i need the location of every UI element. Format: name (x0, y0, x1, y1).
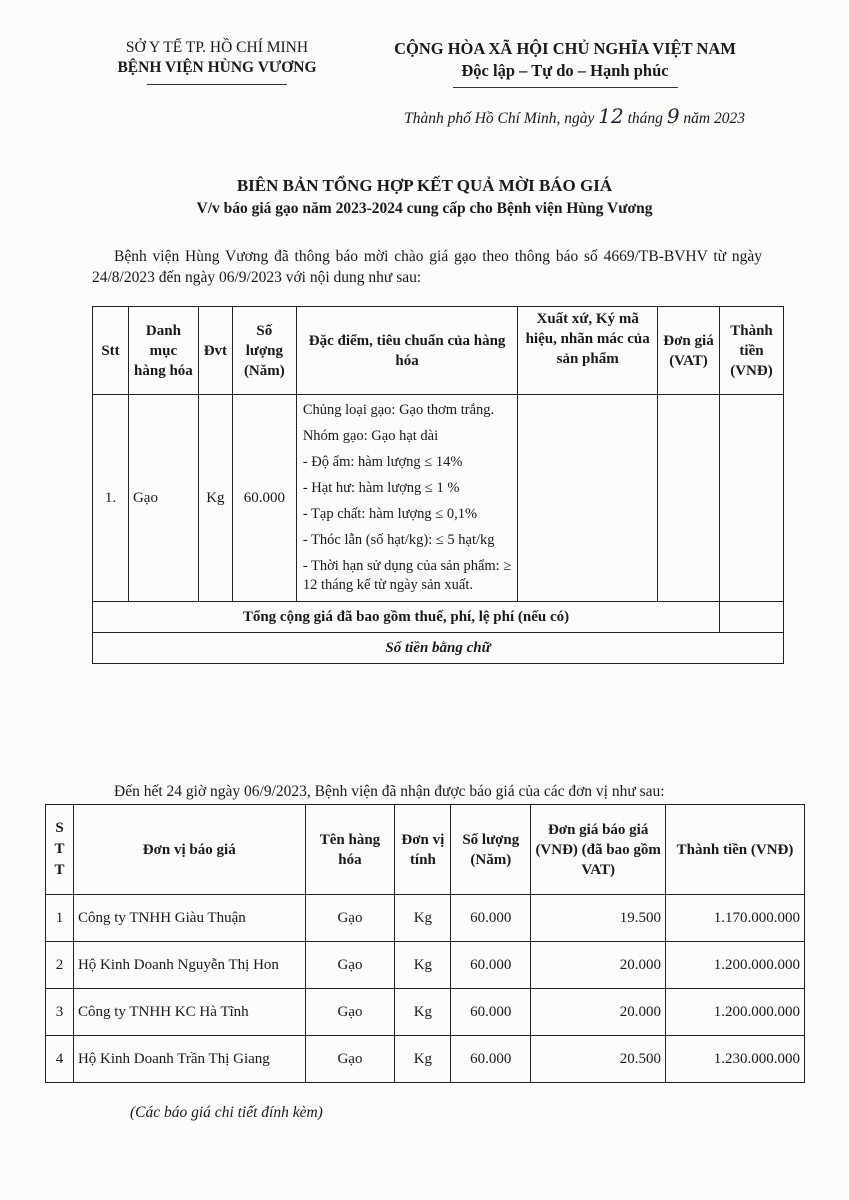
spec-line: Nhóm gạo: Gạo hạt dài (302, 428, 439, 444)
row-total (719, 395, 783, 602)
table-row (46, 1036, 805, 1083)
spec-line: - Thời hạn sử dụng của sản phẩm: ≥ 12 tháng kể từ ngày sản xuất. (302, 558, 512, 593)
row-item: Gạo (305, 1036, 395, 1083)
row-qty: 60.000 (451, 1036, 531, 1083)
row-vendor: Công ty TNHH KC Hà Tĩnh (73, 989, 305, 1036)
date-month: 9 (666, 104, 680, 128)
col-item: Danh mục hàng hóa (128, 307, 198, 395)
col-unit: Đơn vị tính (395, 805, 451, 895)
col-item: Tên hàng hóa (305, 805, 395, 895)
col-stt-label: S T T (54, 820, 65, 878)
row-total: 1.200.000.000 (666, 942, 805, 989)
document-subtitle: V/v báo giá gạo năm 2023-2024 cung cấp cho Bệnh viện Hùng Vương (196, 200, 653, 217)
document-title: BIÊN BẢN TỔNG HỢP KẾT QUẢ MỜI BÁO GIÁ (236, 176, 613, 195)
row-item: Gạo (305, 989, 395, 1036)
issuer-underline (147, 84, 287, 85)
country-name: CỘNG HÒA XÃ HỘI CHỦ NGHĨA VIỆT NAM (394, 39, 736, 58)
row-qty: 60.000 (451, 895, 531, 942)
table-row (46, 942, 805, 989)
received-paragraph: Đến hết 24 giờ ngày 06/9/2023, Bệnh viện đã nhận được báo giá của các đơn vị như sau: (114, 783, 665, 800)
spec-line: - Hạt hư: hàm lượng ≤ 1 % (302, 480, 460, 496)
row-vendor: Hộ Kinh Doanh Trần Thị Giang (73, 1036, 305, 1083)
sum-label: Tổng cộng giá đã bao gồm thuế, phí, lệ phí (nếu có) (93, 602, 720, 633)
words-label: Số tiền bằng chữ (93, 633, 784, 664)
row-qty: 60.000 (451, 942, 531, 989)
col-spec: Đặc điểm, tiêu chuẩn của hàng hóa (296, 307, 518, 395)
issuer-block (92, 38, 342, 85)
row-stt: 1 (46, 895, 74, 942)
intro-paragraph: Bệnh viện Hùng Vương đã thông báo mời chào giá gạo theo thông báo số 4669/TB-BVHV từ ngày 24/8/2023 đến ngày 06/9/2023 với nội dung như sau: (92, 248, 762, 286)
col-qty: Số lượng (Năm) (232, 307, 296, 395)
row-vendor: Công ty TNHH Giàu Thuận (73, 895, 305, 942)
table-header-row (93, 307, 784, 395)
row-total: 1.170.000.000 (666, 895, 805, 942)
row-total: 1.200.000.000 (666, 989, 805, 1036)
col-vendor: Đơn vị báo giá (73, 805, 305, 895)
col-qty: Số lượng (Năm) (451, 805, 531, 895)
row-unit: Kg (395, 942, 451, 989)
sum-row (93, 602, 784, 633)
col-origin: Xuất xứ, Ký mã hiệu, nhãn mác của sản phẩm (518, 307, 658, 395)
row-price: 20.000 (531, 989, 666, 1036)
national-header (345, 38, 785, 88)
date-year: năm 2023 (683, 110, 745, 127)
row-stt: 4 (46, 1036, 74, 1083)
row-unit: Kg (395, 1036, 451, 1083)
agency-name: SỞ Y TẾ TP. HỒ CHÍ MINH (125, 39, 309, 56)
date-prefix: Thành phố Hồ Chí Minh, ngày (404, 110, 595, 127)
row-price (658, 395, 720, 602)
row-item: Gạo (305, 895, 395, 942)
table-row (93, 395, 784, 602)
row-vendor: Hộ Kinh Doanh Nguyễn Thị Hon (73, 942, 305, 989)
row-unit: Kg (395, 895, 451, 942)
row-price: 20.500 (531, 1036, 666, 1083)
row-item: Gạo (305, 942, 395, 989)
spec-line: - Tạp chất: hàm lượng ≤ 0,1% (302, 506, 478, 522)
row-stt: 2 (46, 942, 74, 989)
date-month-label: tháng (627, 110, 663, 127)
words-row (93, 633, 784, 664)
row-unit: Kg (395, 989, 451, 1036)
row-stt: 1. (93, 395, 129, 602)
col-unit: Đvt (198, 307, 232, 395)
row-qty: 60.000 (451, 989, 531, 1036)
row-unit: Kg (198, 395, 232, 602)
row-price: 20.000 (531, 942, 666, 989)
date-line (345, 104, 745, 128)
col-price: Đơn giá (VAT) (658, 307, 720, 395)
spec-line: - Thóc lẫn (số hạt/kg): ≤ 5 hạt/kg (302, 532, 495, 548)
date-day: 12 (598, 104, 624, 128)
col-stt (46, 805, 74, 895)
row-total: 1.230.000.000 (666, 1036, 805, 1083)
hospital-name: BỆNH VIỆN HÙNG VƯƠNG (117, 59, 317, 76)
table-header-row (46, 805, 805, 895)
row-spec (296, 395, 518, 602)
table-row (46, 989, 805, 1036)
col-total: Thành tiền (VNĐ) (719, 307, 783, 395)
spec-line: - Độ ẩm: hàm lượng ≤ 14% (302, 454, 463, 470)
sum-value (719, 602, 783, 633)
attachment-note: (Các báo giá chi tiết đính kèm) (130, 1104, 323, 1121)
motto: Độc lập – Tự do – Hạnh phúc (461, 61, 669, 80)
table-row (46, 895, 805, 942)
col-price: Đơn giá báo giá (VNĐ) (đã bao gồm VAT) (531, 805, 666, 895)
row-origin (518, 395, 658, 602)
row-item: Gạo (128, 395, 198, 602)
motto-underline (453, 87, 678, 88)
spec-line: Chủng loại gạo: Gạo thơm trắng. (302, 402, 495, 418)
requirements-table (92, 306, 784, 664)
row-price: 19.500 (531, 895, 666, 942)
quotes-table (45, 804, 805, 1083)
col-total: Thành tiền (VNĐ) (666, 805, 805, 895)
row-qty: 60.000 (232, 395, 296, 602)
row-stt: 3 (46, 989, 74, 1036)
col-stt: Stt (93, 307, 129, 395)
